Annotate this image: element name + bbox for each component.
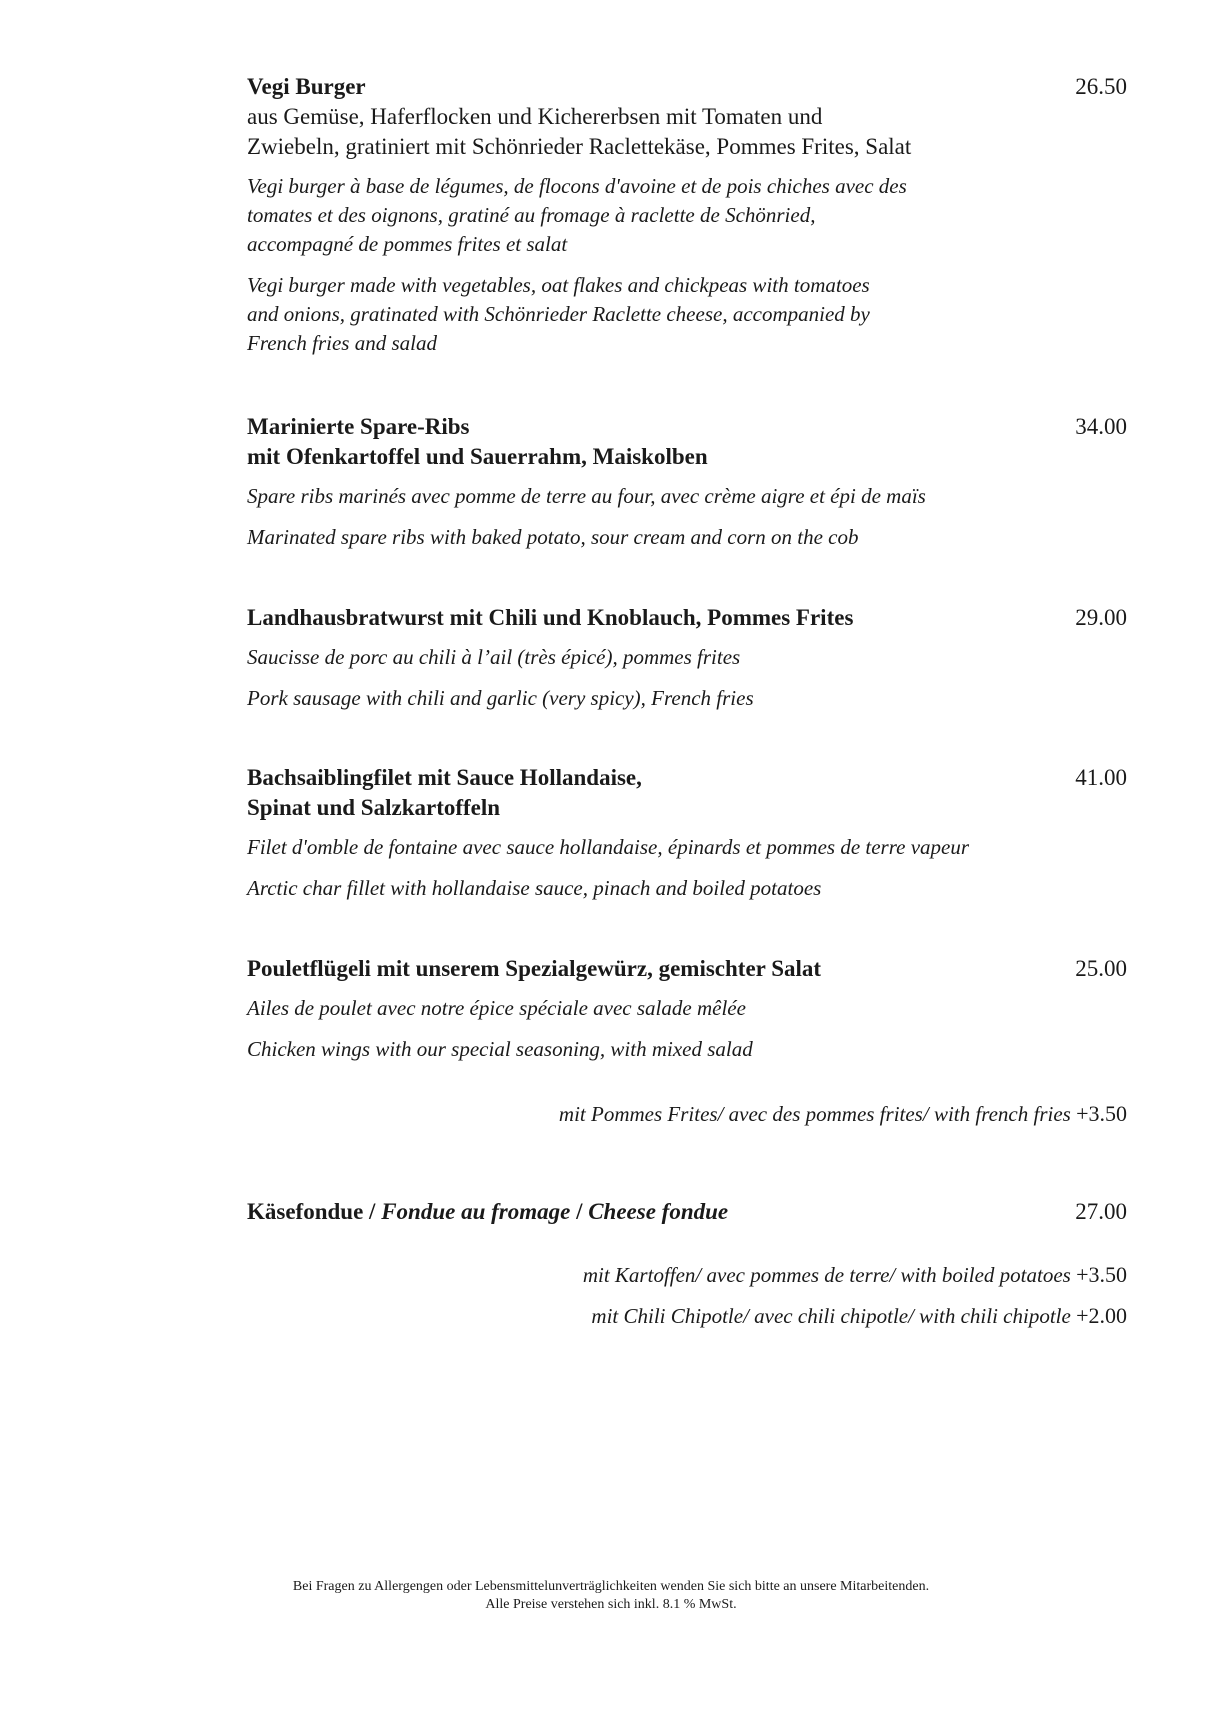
item-description-en: Chicken wings with our special seasoning, with mixed salad (247, 1037, 753, 1061)
item-description-fr: Spare ribs marinés avec pomme de terre au four, avec crème aigre et épi de maïs (247, 484, 926, 508)
side-option-kartoffeln (583, 1260, 1127, 1290)
item-name (247, 412, 1007, 472)
item-name-line: Bachsaiblingfilet mit Sauce Hollandaise, (247, 765, 642, 790)
menu-item-kaesefondue (247, 1197, 1127, 1227)
side-option-pommes (559, 1099, 1127, 1129)
item-description-fr: Saucisse de porc au chili à l’ail (très épicé), pommes frites (247, 645, 741, 669)
item-price: 26.50 (1075, 74, 1127, 99)
description-line: and onions, gratinated with Schönrieder Raclette cheese, accompanied by (247, 302, 870, 326)
item-name: Pouletflügeli mit unserem Spezialgewürz, gemischter Salat (247, 956, 822, 981)
description-line: French fries and salad (247, 331, 437, 355)
footer-note (0, 1578, 1222, 1614)
item-name (247, 763, 1007, 823)
item-price: 25.00 (1075, 956, 1127, 981)
item-name-fr: Fondue au fromage (381, 1199, 571, 1224)
description-line: Vegi burger à base de légumes, de flocons d'avoine et de pois chiches avec des (247, 174, 907, 198)
side-option-chili-chipotle (591, 1301, 1127, 1331)
side-option-text: mit Pommes Frites/ avec des pommes frites/ with french fries (558, 1102, 1077, 1126)
item-description-fr: Ailes de poulet avec notre épice spéciale avec salade mêlée (247, 996, 746, 1020)
item-name: Vegi Burger (247, 74, 366, 99)
name-separator: / (363, 1199, 382, 1224)
name-separator: / (570, 1199, 589, 1224)
item-description-en: Pork sausage with chili and garlic (very spicy), French fries (247, 686, 754, 710)
side-option-price: +3.50 (1076, 1101, 1127, 1126)
item-name: Landhausbratwurst mit Chili und Knoblauch, Pommes Frites (247, 605, 854, 630)
side-option-text: mit Chili Chipotle/ avec chili chipotle/ with chili chipotle (591, 1304, 1077, 1328)
item-description-de (247, 102, 1007, 162)
side-option-text: mit Kartoffen/ avec pommes de terre/ with boiled potatoes (582, 1263, 1077, 1287)
item-name-line: Spinat und Salzkartoffeln (247, 795, 501, 820)
item-description-en: Marinated spare ribs with baked potato, sour cream and corn on the cob (247, 525, 859, 549)
item-price: 34.00 (1075, 414, 1127, 439)
description-line: accompagné de pommes frites et salat (247, 232, 568, 256)
item-description-en: Arctic char fillet with hollandaise sauce, pinach and boiled potatoes (247, 876, 822, 900)
side-option-price: +2.00 (1076, 1303, 1127, 1328)
side-option-price: +3.50 (1076, 1262, 1127, 1287)
description-line: aus Gemüse, Haferflocken und Kichererbsen mit Tomaten und (247, 104, 823, 129)
item-price: 27.00 (1075, 1199, 1127, 1224)
menu-item-vegi-burger (247, 72, 1127, 358)
description-line: Zwiebeln, gratiniert mit Schönrieder Raclettekäse, Pommes Frites, Salat (247, 134, 912, 159)
item-description-fr (247, 172, 967, 259)
item-description-fr: Filet d'omble de fontaine avec sauce hollandaise, épinards et pommes de terre vapeur (247, 835, 970, 859)
menu-item-spare-ribs (247, 412, 1127, 552)
description-line: tomates et des oignons, gratiné au fromage à raclette de Schönried, (247, 203, 816, 227)
menu-item-pouletfluegeli (247, 954, 1127, 1064)
menu-item-bratwurst (247, 603, 1127, 713)
item-name (247, 1197, 1127, 1227)
allergen-note: Bei Fragen zu Allergengen oder Lebensmittelunverträglichkeiten wenden Sie sich bitte an unsere Mitarbeitenden. (292, 1579, 930, 1594)
item-name-line: mit Ofenkartoffel und Sauerrahm, Maiskolben (247, 444, 708, 469)
description-line: Vegi burger made with vegetables, oat flakes and chickpeas with tomatoes (247, 273, 870, 297)
item-description-en (247, 271, 967, 358)
item-name-de: Käsefondue (247, 1199, 364, 1224)
item-price: 41.00 (1075, 765, 1127, 790)
item-name-en: Cheese fondue (588, 1199, 729, 1224)
item-price: 29.00 (1075, 605, 1127, 630)
item-name-line: Marinierte Spare-Ribs (247, 414, 470, 439)
menu-item-bachsaibling (247, 763, 1127, 903)
vat-note: Alle Preise verstehen sich inkl. 8.1 % MwSt. (485, 1597, 737, 1612)
